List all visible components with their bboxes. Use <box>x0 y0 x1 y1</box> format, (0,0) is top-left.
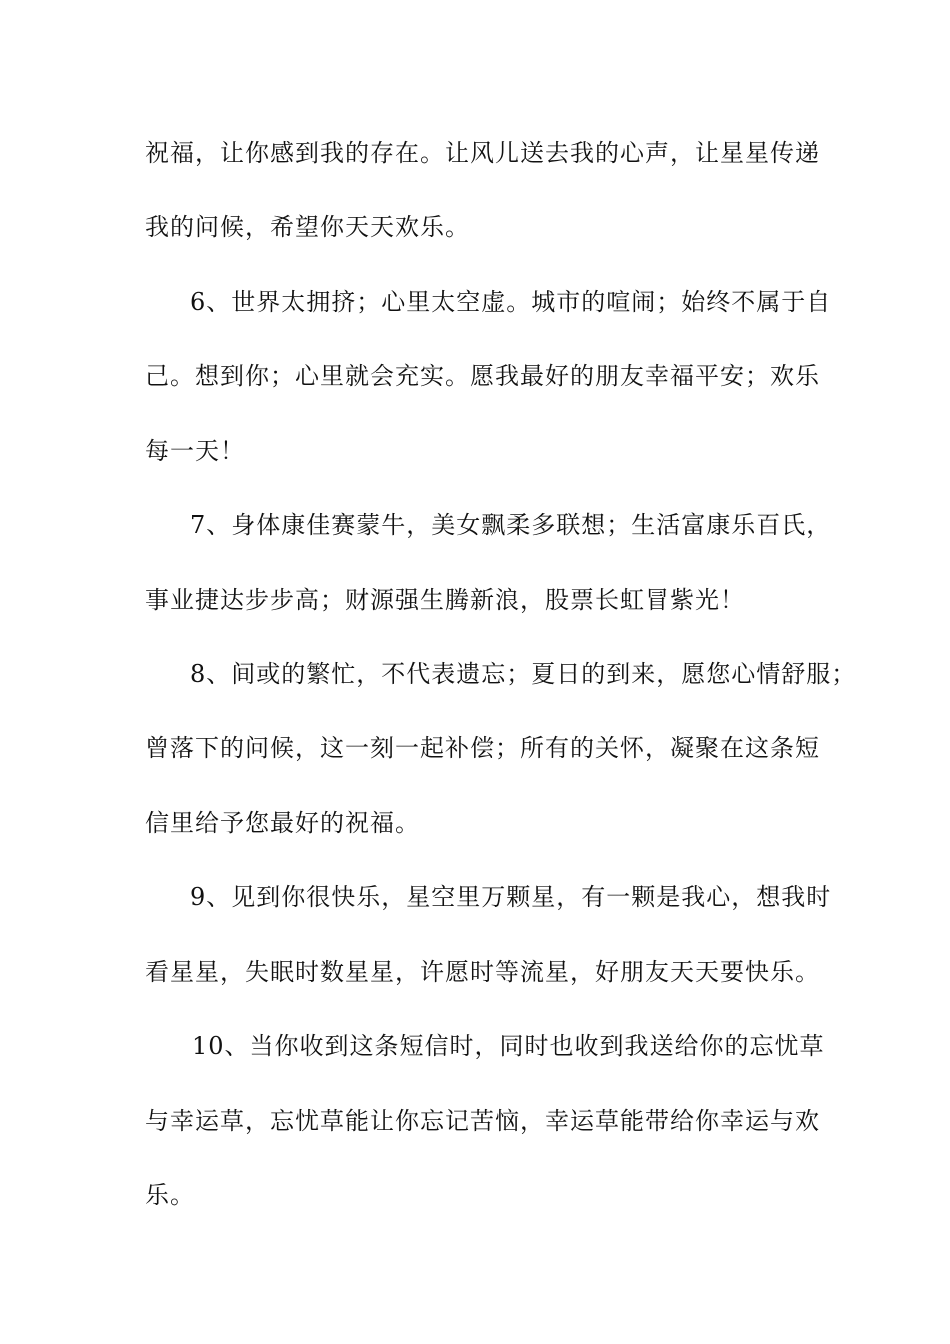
text-line: 事业捷达步步高；财源强生腾新浪，股票长虹冒紫光！ <box>145 586 745 614</box>
text-line: 每一天！ <box>145 437 245 465</box>
text-line: 信里给予您最好的祝福。 <box>145 809 420 837</box>
paragraph-10-start: 10、当你收到这条短信时，同时也收到我送给你的忘忧草 <box>192 1032 825 1060</box>
text-line: 曾落下的问候，这一刻一起补偿；所有的关怀，凝聚在这条短 <box>145 734 820 762</box>
text-line: 看星星，失眠时数星星，许愿时等流星，好朋友天天要快乐。 <box>145 958 820 986</box>
text-line: 乐。 <box>145 1181 195 1209</box>
text-line: 与幸运草，忘忧草能让你忘记苦恼，幸运草能带给你幸运与欢 <box>145 1107 820 1135</box>
paragraph-7-start: 7、身体康佳赛蒙牛，美女飘柔多联想；生活富康乐百氏， <box>190 511 832 539</box>
paragraph-6-start: 6、世界太拥挤；心里太空虚。城市的喧闹；始终不属于自 <box>190 288 832 316</box>
paragraph-9-start: 9、见到你很快乐，星空里万颗星，有一颗是我心，想我时 <box>190 883 832 911</box>
text-line: 我的问候，希望你天天欢乐。 <box>145 213 470 241</box>
paragraph-8-start: 8、间或的繁忙，不代表遗忘；夏日的到来，愿您心情舒服； <box>190 660 857 688</box>
text-line: 己。想到你；心里就会充实。愿我最好的朋友幸福平安；欢乐 <box>145 362 820 390</box>
text-line: 祝福，让你感到我的存在。让风儿送去我的心声，让星星传递 <box>145 139 820 167</box>
